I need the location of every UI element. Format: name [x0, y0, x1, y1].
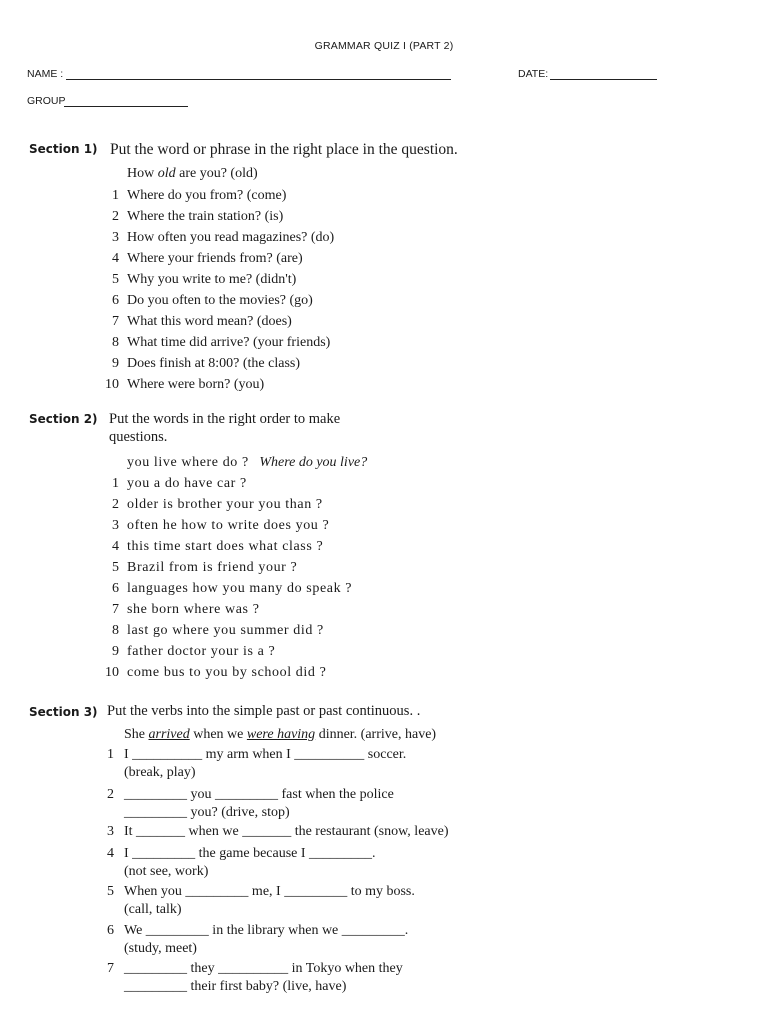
section2-item-number: 3 [112, 518, 119, 533]
section2-item-text: languages how you many do speak ? [127, 581, 353, 596]
section1-item-number: 6 [112, 293, 119, 308]
section2-item-number: 1 [112, 476, 119, 491]
section3-item-line1: I _________ the game because I _________. [124, 846, 376, 861]
section3-item-line2: (not see, work) [124, 864, 209, 879]
section3-item-number: 3 [107, 824, 114, 839]
section1-item-text: Does finish at 8:00? (the class) [127, 356, 301, 371]
section2-item-text: often he how to write does you ? [127, 518, 330, 533]
section3-item-line1: When you _________ me, I _________ to my boss. [124, 884, 415, 899]
date-label: DATE: [518, 68, 549, 80]
section2-item-number: 6 [112, 581, 119, 596]
section1-item-number: 10 [105, 377, 119, 392]
section2-item-number: 9 [112, 644, 119, 659]
section3-item-number: 6 [107, 923, 114, 938]
section3-instruction: Put the verbs into the simple past or past continuous. . [107, 703, 421, 719]
section3-item-line2: (break, play) [124, 765, 196, 780]
section3-item-line1: We _________ in the library when we _________. [124, 923, 409, 938]
section3-item-number: 7 [107, 961, 114, 976]
section2-example: you live where do ? Where do you live? [127, 455, 368, 470]
section1-item-number: 3 [112, 230, 119, 245]
name-label: NAME : [27, 68, 64, 80]
section1-item-text: Why you write to me? (didn't) [127, 272, 297, 287]
section2-item-text: Brazil from is friend your ? [127, 560, 298, 575]
section2-item-text: last go where you summer did ? [127, 623, 324, 638]
section1-item-number: 9 [112, 356, 119, 371]
section1-item-text: What this word mean? (does) [127, 314, 292, 329]
section2-item-number: 7 [112, 602, 119, 617]
section1-item-text: Where your friends from? (are) [127, 251, 303, 266]
section3-item-line1: It _______ when we _______ the restaurant (snow, leave) [124, 824, 449, 839]
section1-item-text: What time did arrive? (your friends) [127, 335, 331, 350]
section1-example: How old are you? (old) [127, 166, 258, 181]
section2-item-number: 2 [112, 497, 119, 512]
section3-item-number: 4 [107, 846, 114, 861]
section2-item-text: she born where was ? [127, 602, 260, 617]
section2-item-text: father doctor your is a ? [127, 644, 276, 659]
section1-item-number: 4 [112, 251, 119, 266]
section1-instruction: Put the word or phrase in the right place in the question. [110, 141, 458, 158]
section2-instruction-line1: Put the words in the right order to make [109, 411, 341, 427]
section2-item-number: 8 [112, 623, 119, 638]
section1-item-number: 5 [112, 272, 119, 287]
section1-item-text: Where do you from? (come) [127, 188, 287, 203]
section3-item-line1: _________ they __________ in Tokyo when they [124, 961, 403, 976]
section3-item-line2: (study, meet) [124, 941, 197, 956]
section2-instruction-line2: questions. [109, 429, 168, 445]
section3-item-number: 5 [107, 884, 114, 899]
section2-item-text: older is brother your you than ? [127, 497, 323, 512]
date-field-line[interactable] [550, 79, 657, 80]
section3-item-line2: _________ you? (drive, stop) [124, 805, 290, 820]
section2-item-text: come bus to you by school did ? [127, 665, 327, 680]
section2-item-number: 4 [112, 539, 119, 554]
group-field-line[interactable] [64, 106, 188, 107]
section1-item-number: 8 [112, 335, 119, 350]
section2-item-number: 5 [112, 560, 119, 575]
section3-example: She arrived when we were having dinner. (arrive, have) [124, 727, 437, 742]
section3-item-line1: I __________ my arm when I __________ soccer. [124, 747, 407, 762]
section3-item-number: 1 [107, 747, 114, 762]
section3-item-line1: _________ you _________ fast when the police [124, 787, 394, 802]
group-label: GROUP [27, 95, 66, 107]
section1-item-text: Where were born? (you) [127, 377, 265, 392]
section3-label: Section 3) [29, 705, 98, 719]
section1-item-number: 2 [112, 209, 119, 224]
section3-item-number: 2 [107, 787, 114, 802]
section1-item-text: Do you often to the movies? (go) [127, 293, 313, 308]
section1-item-text: Where the train station? (is) [127, 209, 284, 224]
section2-item-text: you a do have car ? [127, 476, 247, 491]
section2-label: Section 2) [29, 412, 98, 426]
section1-item-number: 1 [112, 188, 119, 203]
section2-item-text: this time start does what class ? [127, 539, 324, 554]
name-field-line[interactable] [66, 79, 451, 80]
section3-item-line2: _________ their first baby? (live, have) [124, 979, 347, 994]
section1-item-number: 7 [112, 314, 119, 329]
section3-item-line2: (call, talk) [124, 902, 182, 917]
page-title: GRAMMAR QUIZ I (PART 2) [314, 40, 454, 52]
section1-item-text: How often you read magazines? (do) [127, 230, 335, 245]
section2-item-number: 10 [105, 665, 119, 680]
section1-label: Section 1) [29, 142, 98, 156]
